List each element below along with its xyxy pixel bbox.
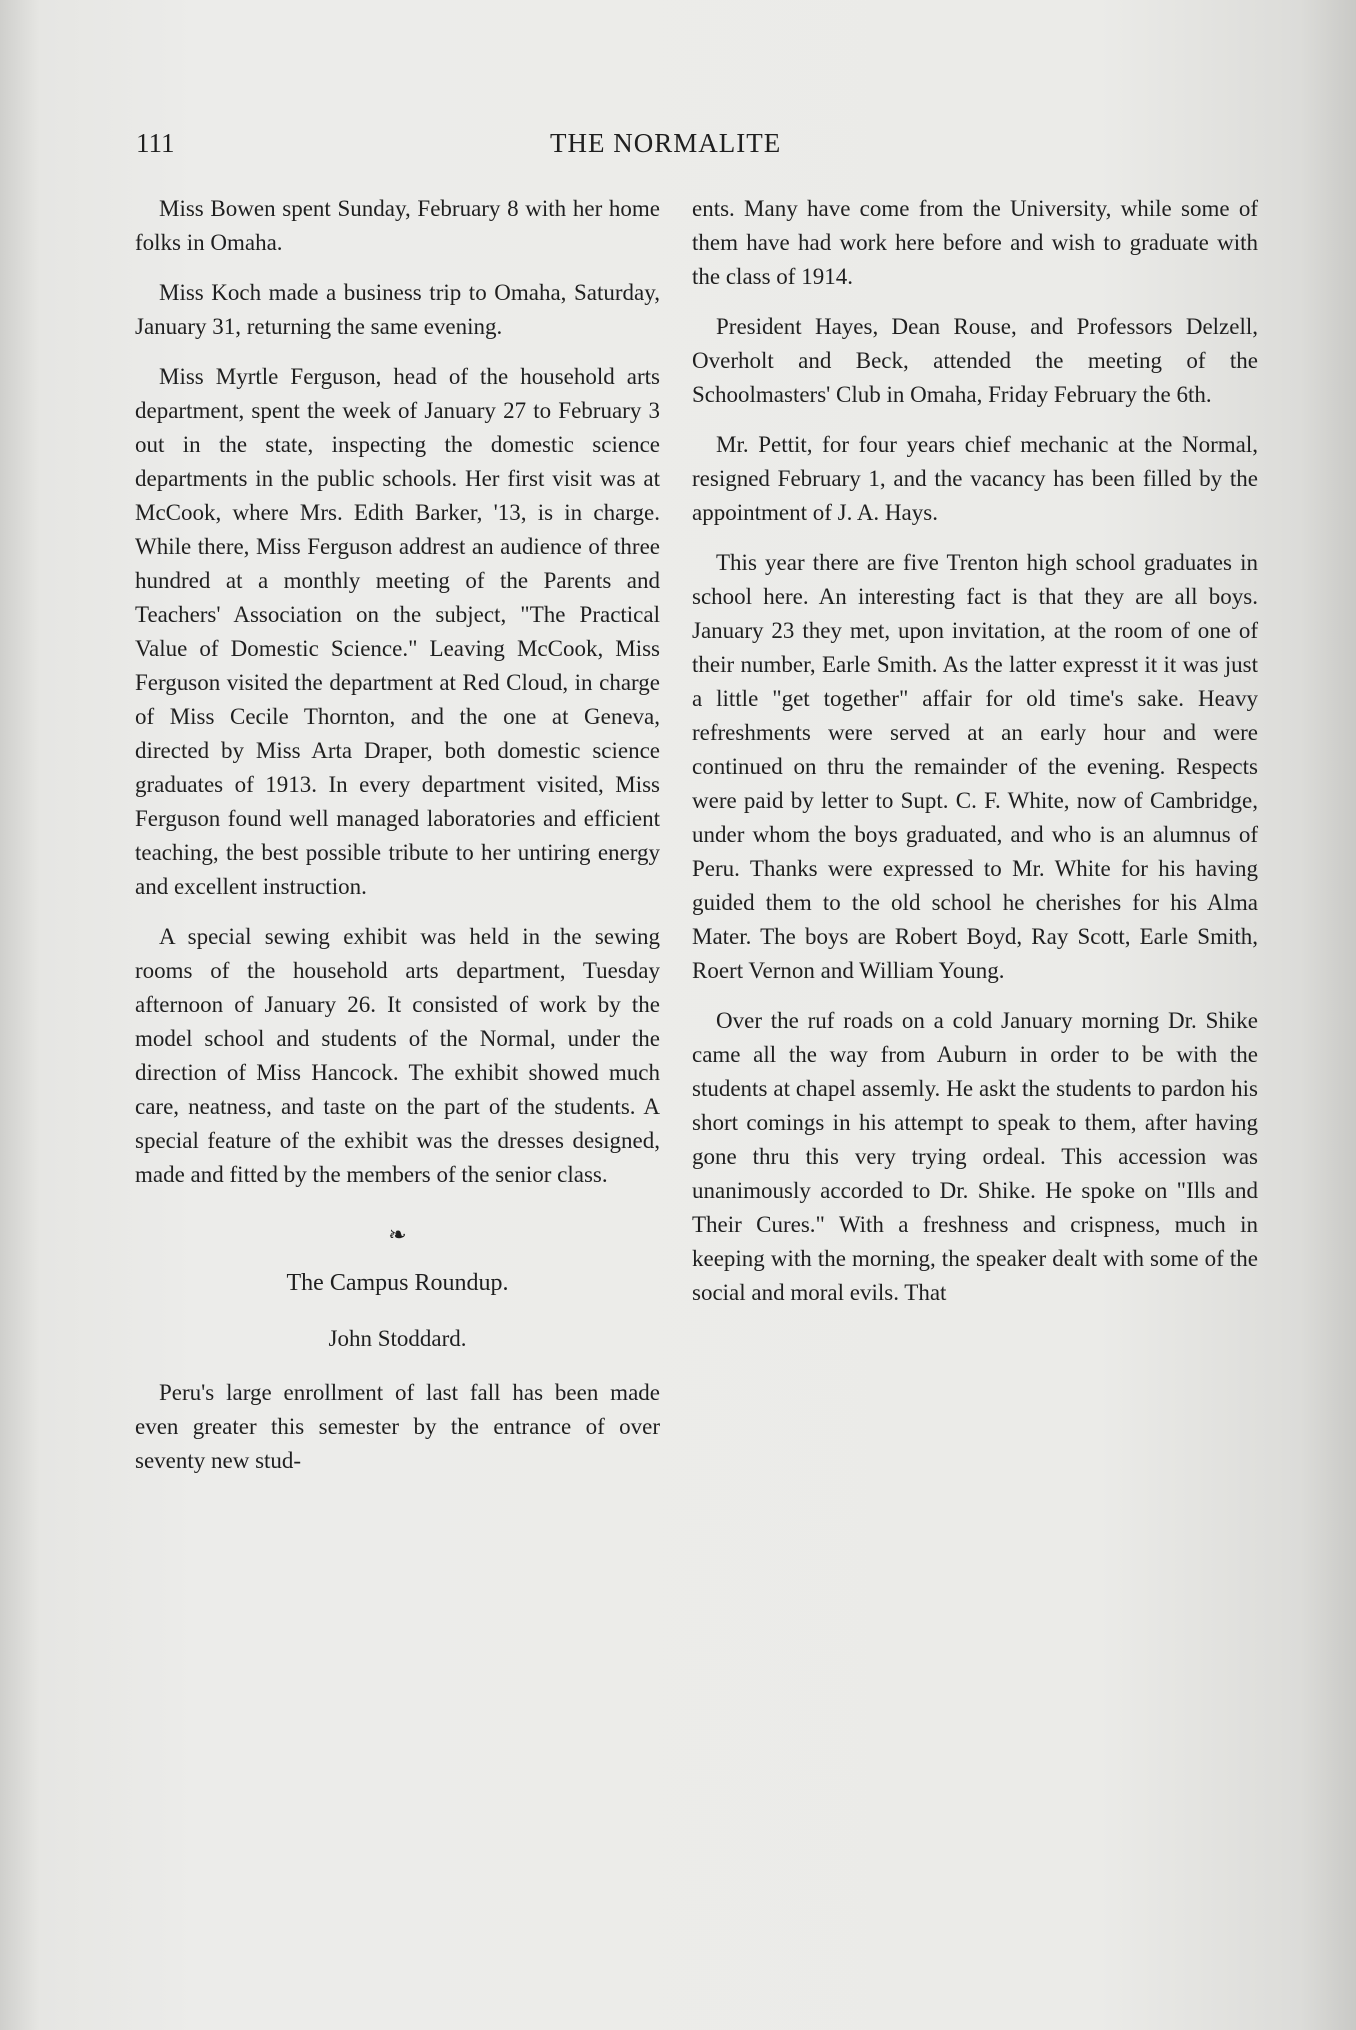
paragraph: ents. Many have come from the University, while some of them have had work here before and wish to graduate with the class of 1914.	[692, 196, 1258, 289]
paragraph: Miss Bowen spent Sunday, February 8 with her home folks in Omaha.	[135, 196, 660, 255]
paragraph: President Hayes, Dean Rouse, and Professors Delzell, Overholt and Beck, attended the meeting of the Schoolmasters' Club in Omaha, Friday February the 6th.	[692, 314, 1258, 407]
ornament-icon: ❧	[388, 1222, 407, 1247]
right-column	[692, 192, 1258, 1326]
left-column	[135, 192, 660, 1494]
paragraph: Miss Myrtle Ferguson, head of the household arts department, spent the week of January 27 to February 3 out in the state, inspecting the domestic science departments in the public schools. Her first visit was at McCook, where Mrs. Edith Barker, '13, is in charge. While there, Miss Ferguson addrest an audience of three hundred at a monthly meeting of the Parents and Teachers' Association on the subject, "The Practical Value of Domestic Science." Leaving McCook, Miss Ferguson visited the department at Red Cloud, in charge of Miss Cecile Thornton, and the one at Geneva, directed by Miss Arta Draper, both domestic science graduates of 1913. In every department visited, Miss Ferguson found well managed laboratories and efficient teaching, the best possible tribute to her untiring energy and excellent instruction.	[135, 364, 660, 899]
paragraph: Over the ruf roads on a cold January morning Dr. Shike came all the way from Auburn in order to be with the students at chapel assemly. He askt the students to pardon his short comings in his attempt to speak to them, after having gone thru this very trying ordeal. This accession was unanimously accorded to Dr. Shike. He spoke on "Ills and Their Cures." With a freshness and crispness, much in keeping with the morning, the speaker dealt with some of the social and moral evils. That	[692, 1008, 1258, 1305]
page-header	[0, 128, 1356, 168]
publication-title: THE NORMALITE	[550, 128, 782, 158]
byline: John Stoddard.	[328, 1326, 467, 1351]
paragraph: Mr. Pettit, for four years chief mechanic at the Normal, resigned February 1, and the vacancy has been filled by the appointment of J. A. Hays.	[692, 432, 1258, 525]
paragraph: This year there are five Trenton high school graduates in school here. An interesting fact is that they are all boys. January 23 they met, upon invitation, at the room of one of their number, Earle Smith. As the latter expresst it it was just a little "get together" affair for old time's sake. Heavy refreshments were served at an early hour and were continued on thru the remainder of the evening. Respects were paid by letter to Supt. C. F. White, now of Cambridge, under whom the boys graduated, and who is an alumnus of Peru. Thanks were expressed to Mr. White for his having guided them to the old school he cherishes for his Alma Mater. The boys are Robert Boyd, Ray Scott, Earle Smith, Roert Vernon and William Young.	[692, 550, 1258, 983]
page-number: 111	[136, 128, 175, 158]
paragraph: Peru's large enrollment of last fall has been made even greater this semester by the entrance of over seventy new stud-	[135, 1380, 660, 1473]
paragraph: Miss Koch made a business trip to Omaha, Saturday, January 31, returning the same evening.	[135, 280, 660, 339]
paragraph: A special sewing exhibit was held in the sewing rooms of the household arts department, Tuesday afternoon of January 26. It consisted of work by the model school and students of the Normal, under the direction of Miss Hancock. The exhibit showed much care, neatness, and taste on the part of the students. A special feature of the exhibit was the dresses designed, made and fitted by the members of the senior class.	[135, 924, 660, 1187]
section-title: The Campus Roundup.	[286, 1270, 509, 1296]
